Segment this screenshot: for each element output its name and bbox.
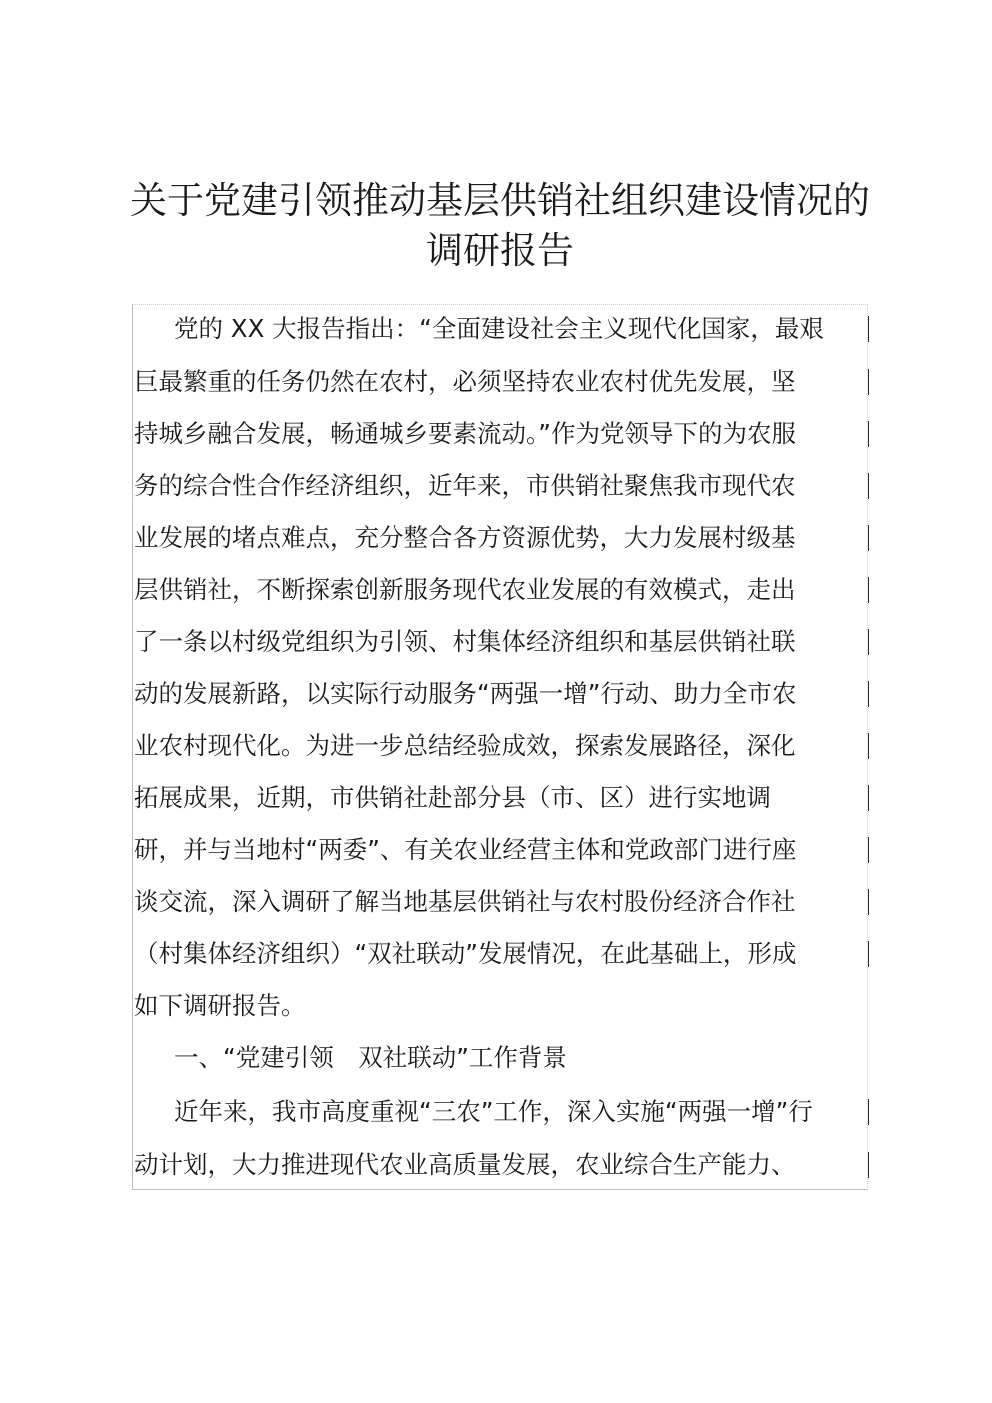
margin-rule	[868, 421, 869, 447]
margin-rule	[868, 473, 869, 499]
margin-rule	[868, 1099, 869, 1125]
paragraph-line: 了一条以村级党组织为引领、村集体经济组织和基层供销社联	[134, 627, 796, 656]
document-title	[100, 176, 900, 276]
paragraph-line: 如下调研报告。	[134, 991, 306, 1020]
paragraph-line: 动的发展新路，以实际行动服务“两强一增”行动、助力全市农	[134, 679, 797, 708]
paragraph-line: 谈交流，深入调研了解当地基层供销社与农村股份经济合作社	[134, 887, 796, 916]
paragraph-line: 拓展成果，近期，市供销社赴部分县（市、区）进行实地调	[134, 783, 771, 812]
margin-rule	[868, 733, 869, 759]
paragraph-line: 层供销社，不断探索创新服务现代农业发展的有效模式，走出	[134, 575, 796, 604]
paragraph-line: 业发展的堵点难点，充分整合各方资源优势，大力发展村级基	[134, 523, 796, 552]
paragraph-line: 党的 XX 大报告指出：“全面建设社会主义现代化国家，最艰	[174, 314, 824, 343]
paragraph-line: 巨最繁重的任务仍然在农村，必须坚持农业农村优先发展，坚	[134, 367, 796, 396]
margin-rule	[868, 1152, 869, 1178]
margin-rule	[868, 941, 869, 967]
margin-rule	[868, 681, 869, 707]
margin-rule	[868, 369, 869, 395]
margin-rule	[868, 629, 869, 655]
margin-rule	[868, 837, 869, 863]
paragraph-line: 近年来，我市高度重视“三农”工作，深入实施“两强一增”行	[174, 1097, 813, 1126]
margin-rule	[868, 785, 869, 811]
section-heading: 一、“党建引领 双社联动”工作背景	[174, 1043, 567, 1072]
margin-rule	[868, 577, 869, 603]
margin-rule	[868, 525, 869, 551]
title-line-2: 调研报告	[426, 229, 574, 272]
paragraph-line: 业农村现代化。为进一步总结经验成效，探索发展路径，深化	[134, 731, 796, 760]
margin-rule	[868, 316, 869, 342]
paragraph-line: 务的综合性合作经济组织，近年来，市供销社聚焦我市现代农	[134, 471, 796, 500]
paragraph-line: 动计划，大力推进现代农业高质量发展，农业综合生产能力、	[134, 1150, 796, 1179]
paragraph-line: （村集体经济组织）“双社联动”发展情况，在此基础上，形成	[134, 939, 797, 968]
paragraph-line: 研，并与当地村“两委”、有关农业经营主体和党政部门进行座	[134, 835, 797, 864]
title-line-1: 关于党建引领推动基层供销社组织建设情况的	[130, 179, 870, 222]
margin-rule	[868, 889, 869, 915]
paragraph-line: 持城乡融合发展，畅通城乡要素流动。”作为党领导下的为农服	[134, 419, 796, 448]
